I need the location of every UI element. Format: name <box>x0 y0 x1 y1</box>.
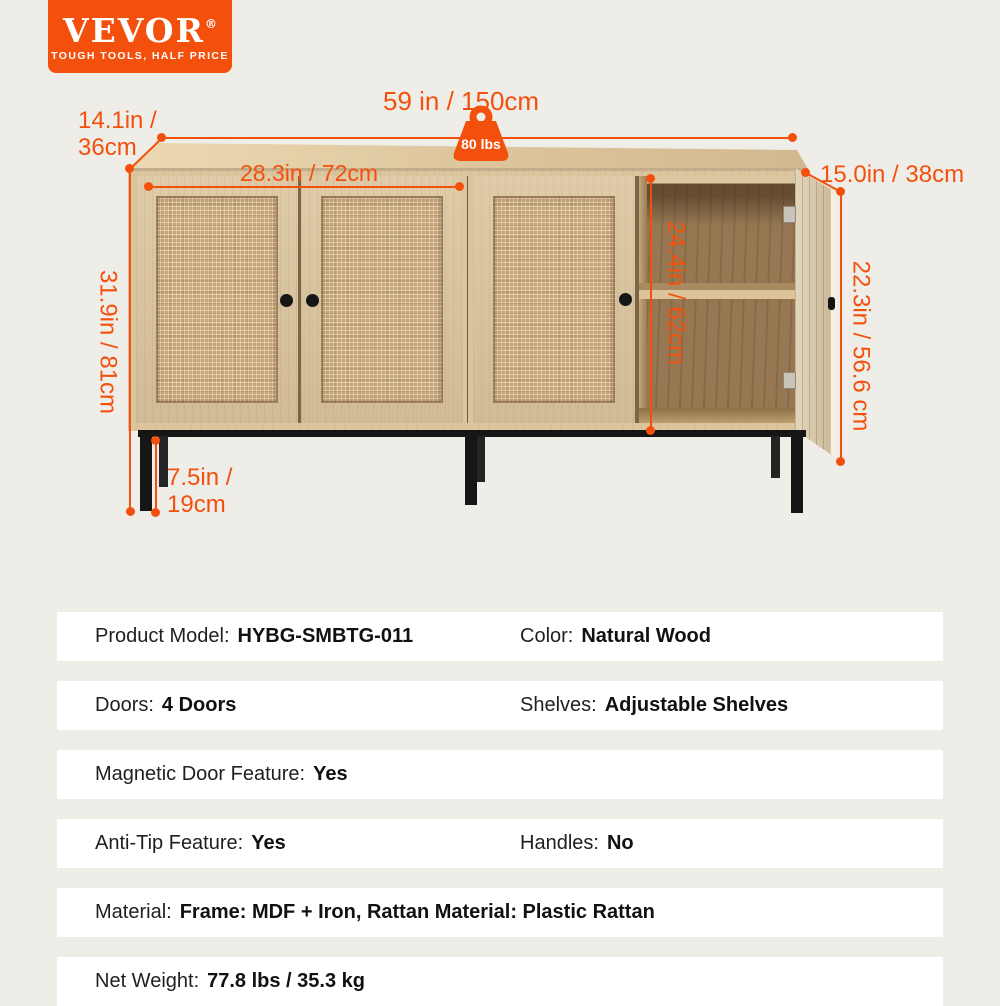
cabinet-doors-area <box>136 176 800 423</box>
spec-row-magnetic <box>57 750 943 799</box>
dim-dot <box>836 187 845 196</box>
dim-line-door-height <box>840 192 842 462</box>
dim-label-depth: 14.1in / 36cm <box>78 107 157 161</box>
dim-line-height <box>129 169 131 512</box>
dim-dot <box>157 133 166 142</box>
spec-row-material <box>57 888 943 937</box>
spec-value: Adjustable Shelves <box>604 694 789 716</box>
spec-row-antitip-handles <box>57 819 943 868</box>
leg-back-right <box>771 436 780 478</box>
cabinet-door-3 <box>473 176 635 423</box>
registered-mark: ® <box>204 17 217 31</box>
module-divider <box>463 176 473 423</box>
open-door-knob <box>828 297 835 310</box>
open-door <box>795 168 836 458</box>
spec-value: 77.8 lbs / 35.3 kg <box>207 970 365 992</box>
compartment-floor <box>639 408 795 423</box>
spec-label: Color: <box>520 625 574 647</box>
spec-value: 4 Doors <box>161 694 237 716</box>
rattan-panel <box>321 196 443 403</box>
dim-label-inner-height: 24.4in / 62cm <box>662 220 690 366</box>
spec-value: Yes <box>251 832 286 854</box>
dim-dot <box>788 133 797 142</box>
spec-label: Shelves: <box>520 694 597 716</box>
vevor-logo <box>48 0 232 73</box>
weight-label: 80 lbs <box>461 136 501 152</box>
dim-dot <box>646 174 655 183</box>
dim-line-inner-height <box>650 179 652 431</box>
spec-value: Frame: MDF + Iron, Rattan Material: Plastic Rattan <box>179 901 655 923</box>
spec-cell <box>95 750 348 799</box>
spec-cell <box>95 957 365 1006</box>
spec-label: Product Model: <box>95 625 230 647</box>
dim-dot <box>144 182 153 191</box>
dim-label-width: 59 in / 150cm <box>383 86 540 116</box>
spec-cell <box>520 612 711 661</box>
weight-kettlebell-icon <box>447 104 515 164</box>
spec-row-weight <box>57 957 943 1006</box>
spec-row-doors-shelves <box>57 681 943 730</box>
spec-cell <box>95 612 413 661</box>
leg-front-right <box>791 436 803 513</box>
dim-label-door-width: 15.0in / 38cm <box>820 161 965 188</box>
spec-label: Doors: <box>95 694 154 716</box>
rattan-panel <box>156 196 278 403</box>
cabinet-door-2 <box>301 176 463 423</box>
dim-label-height: 31.9in / 81cm <box>94 269 122 415</box>
dim-dot <box>836 457 845 466</box>
door-knob <box>619 293 632 306</box>
spec-value: No <box>606 832 634 854</box>
spec-cell <box>95 888 655 937</box>
leg-back-middle <box>476 436 485 482</box>
compartment-side-wall <box>639 176 647 423</box>
door-knob <box>280 294 293 307</box>
door-hinge-top <box>783 206 796 223</box>
spec-row-model-color <box>57 612 943 661</box>
dim-dot <box>801 168 810 177</box>
spec-value: HYBG-SMBTG-011 <box>237 625 414 647</box>
dim-line-leg <box>155 441 157 513</box>
dim-dot <box>646 426 655 435</box>
spec-label: Net Weight: <box>95 970 200 992</box>
door-hinge-bottom <box>783 372 796 389</box>
dim-dot <box>126 507 135 516</box>
door-knob <box>306 294 319 307</box>
dim-dot <box>151 508 160 517</box>
dim-dot <box>125 164 134 173</box>
dim-label-double-door: 28.3in / 72cm <box>240 160 379 186</box>
dim-dot <box>151 436 160 445</box>
leg-front-middle <box>465 436 477 505</box>
spec-cell <box>520 819 634 868</box>
leg-front-left <box>140 436 152 511</box>
brand-tagline: TOUGH TOOLS, HALF PRICE <box>51 50 229 62</box>
spec-cell <box>95 819 286 868</box>
spec-label: Anti-Tip Feature: <box>95 832 244 854</box>
spec-value: Yes <box>313 763 348 785</box>
brand-name: VEVOR® <box>63 11 217 50</box>
dim-dot <box>455 182 464 191</box>
dim-label-door-height: 22.3in / 56.6 cm <box>847 260 875 432</box>
spec-cell <box>520 681 788 730</box>
spec-cell <box>95 681 236 730</box>
spec-label: Magnetic Door Feature: <box>95 763 306 785</box>
dim-label-leg: 7.5in / 19cm <box>167 464 233 518</box>
spec-label: Material: <box>95 901 172 923</box>
cabinet-door-1 <box>136 176 298 423</box>
rattan-panel <box>493 196 615 403</box>
spec-label: Handles: <box>520 832 599 854</box>
spec-value: Natural Wood <box>581 625 711 647</box>
